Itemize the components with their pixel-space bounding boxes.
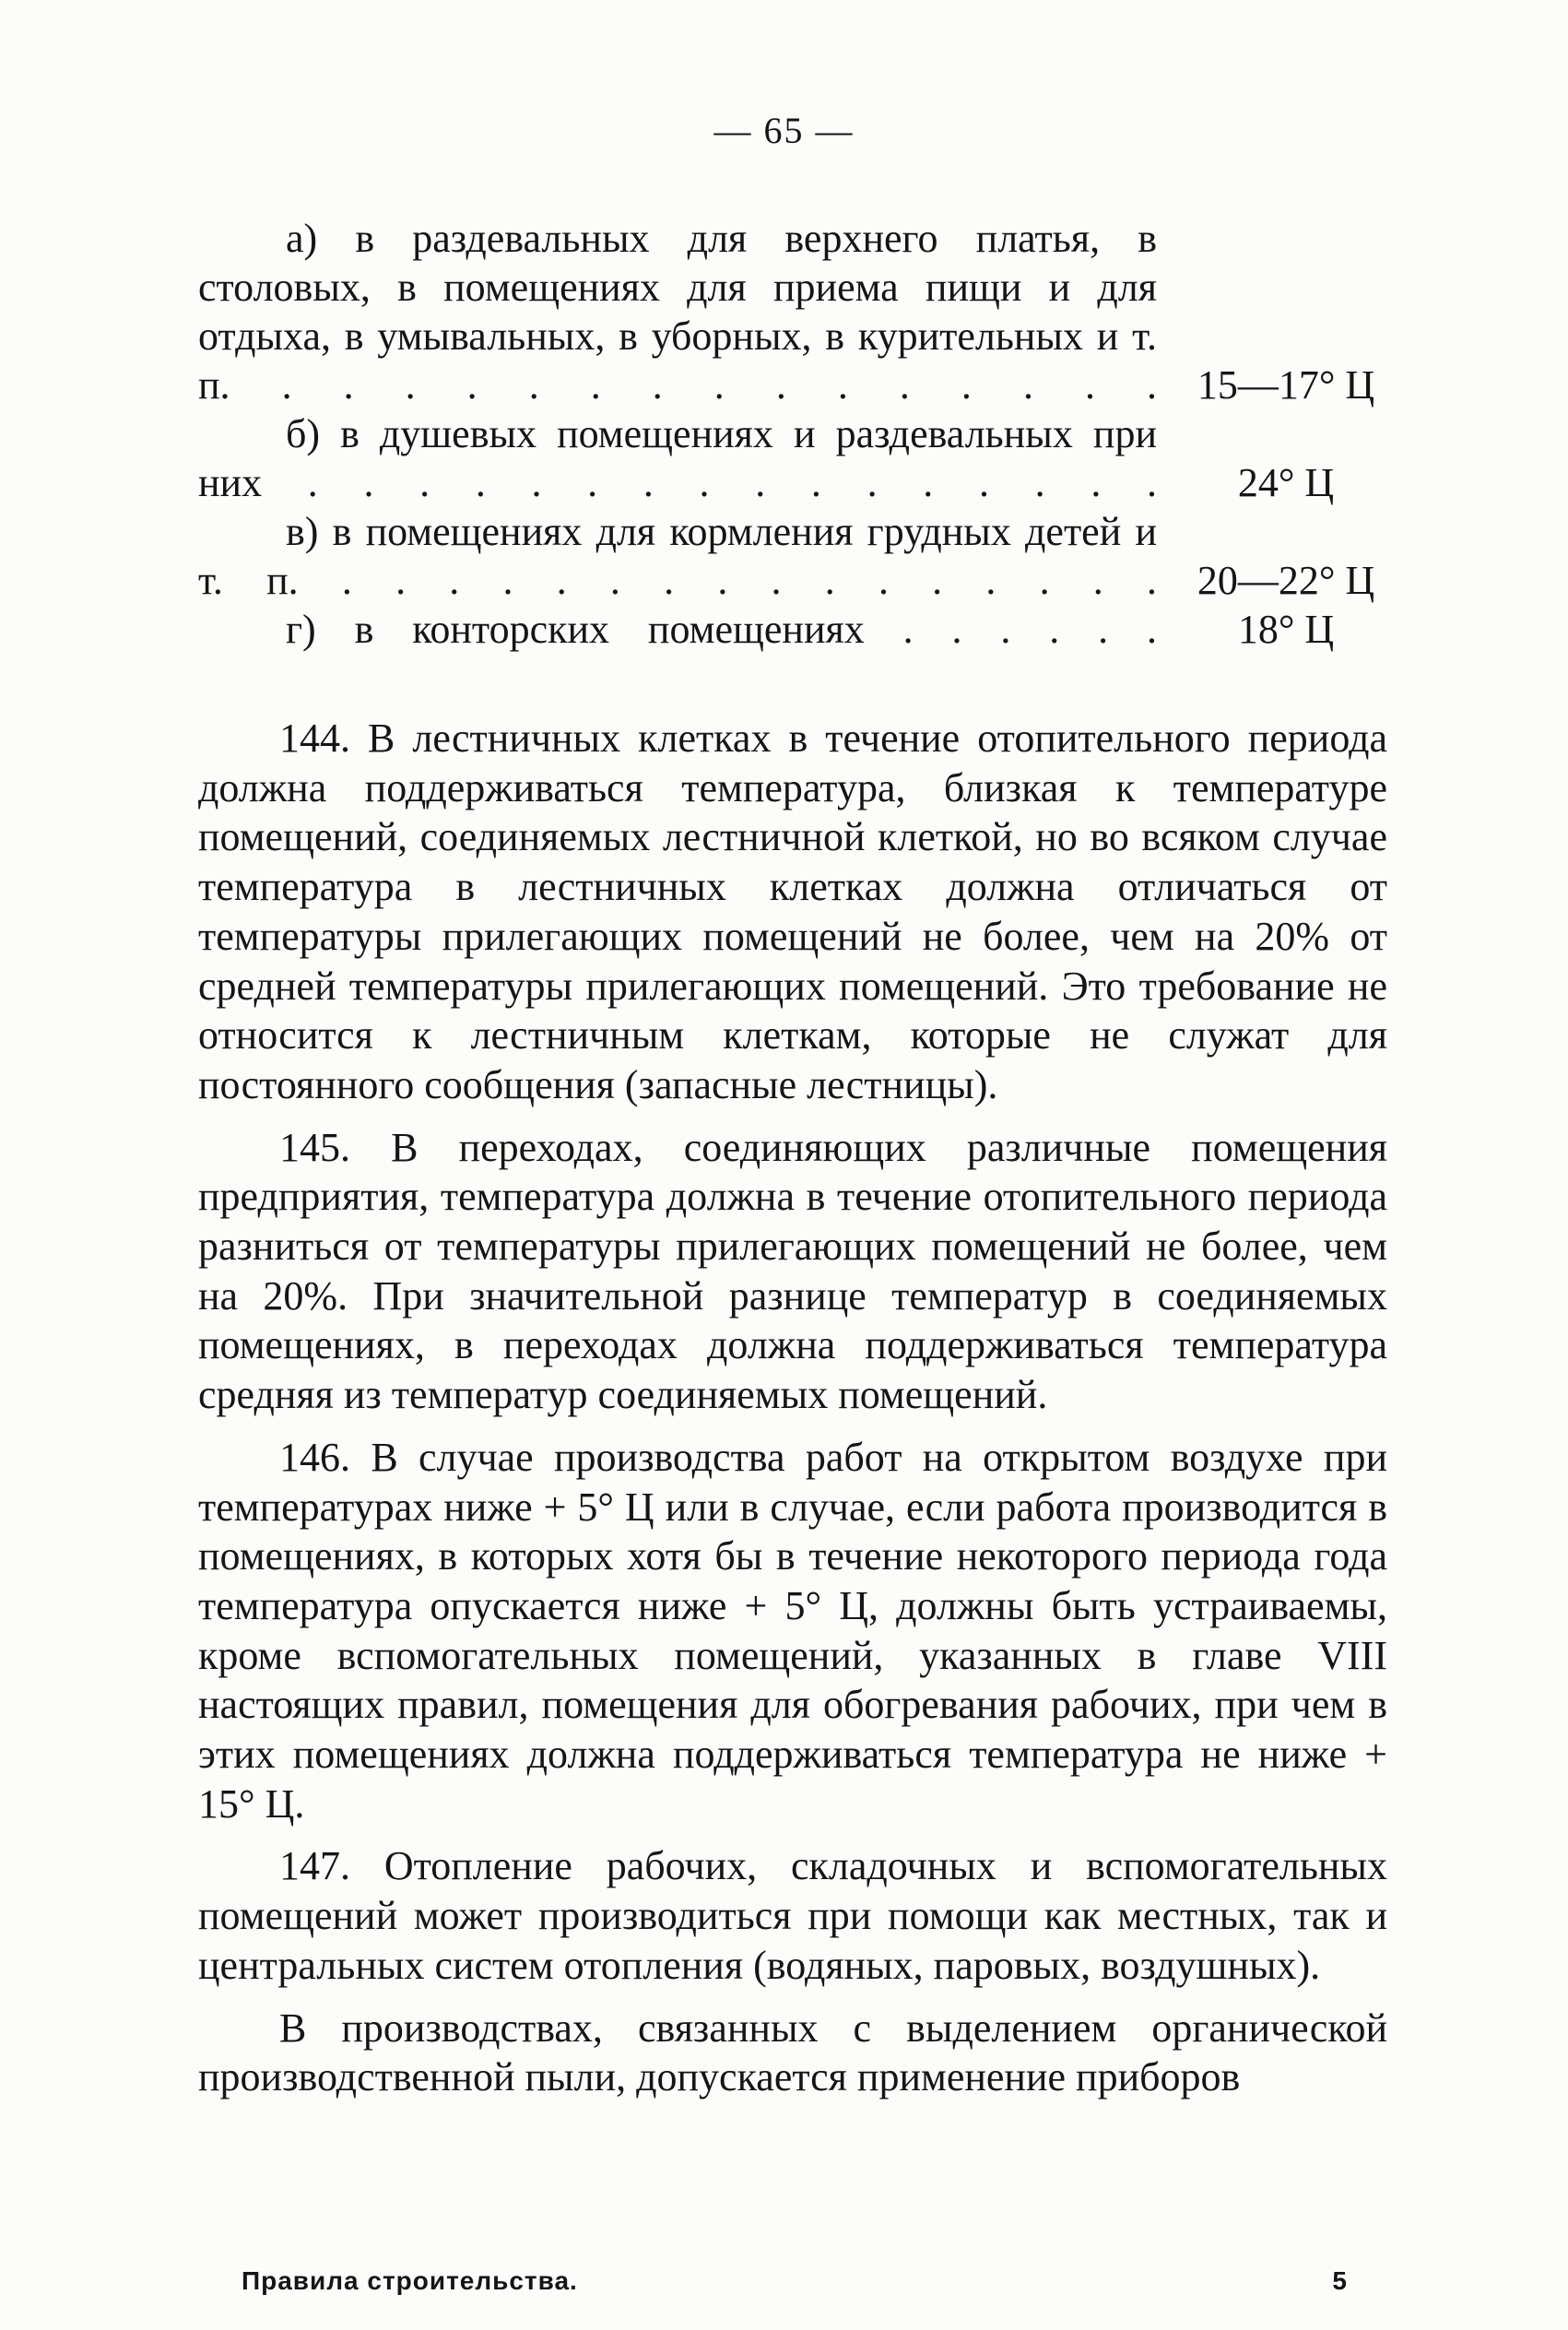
list-item-text: б) в душевых помещениях и раздевальных при них . . . . . . . . . . . . . . . .	[198, 411, 1157, 505]
paragraph-145: 145. В переходах, соединяющих различные помещения предприятия, температура должна в течение отопительного периода разниться от температуры прилегающих помещений не более, чем на 20%. При значительной разнице температур в соединяемых помещениях, в переходах должна поддерживаться температура средняя из температур соединяемых помещений.	[198, 1124, 1387, 1418]
temperature-list	[198, 214, 1387, 654]
footer-title: Правила строительства.	[242, 2266, 578, 2295]
list-item-text: а) в раздевальных для верхнего платья, в столовых, в помещениях для приема пищи и для отдыха, в умывальных, в уборных, в курительных и т. п. . . . . . . . . . . . . . . .	[198, 216, 1157, 408]
page-number: — 65 —	[713, 110, 855, 151]
list-item	[198, 214, 1387, 409]
paragraph-144: 144. В лестничных клетках в течение отопительного периода должна поддерживаться температура, близкая к температуре помещений, соединяемых лестничной клеткой, но во всяком случае температура в лестничных клетках должна отличаться от температуры прилегающих помещений не более, чем на 20% от средней температуры прилегающих помещений. Это требование не относится к лестничным клеткам, которые не служат для постоянного сообщения (запасные лестницы).	[198, 716, 1387, 1107]
page-footer	[242, 2266, 1348, 2296]
signature-mark: 5	[1332, 2266, 1348, 2295]
list-item-value: 15—17° Ц	[1197, 362, 1375, 408]
list-item	[198, 605, 1387, 654]
list-item	[198, 409, 1387, 507]
paragraph-146: 146. В случае производства работ на открытом воздухе при температурах ниже + 5° Ц или в случае, если работа производится в помещениях, в которых хотя бы в течение некоторого периода года температура опускается ниже + 5° Ц, должны быть устраиваемы, кроме вспомогательных помещений, указанных в главе VIII настоящих правил, помещения для обогревания рабочих, при чем в этих помещениях должна поддерживаться температура не ниже + 15° Ц.	[198, 1434, 1387, 1827]
list-item-value: 18° Ц	[1237, 607, 1335, 652]
list-item-text: в) в помещениях для кормления грудных детей и т. п. . . . . . . . . . . . . . . . .	[198, 509, 1157, 603]
list-item-value: 20—22° Ц	[1197, 558, 1375, 603]
list-item	[198, 507, 1387, 605]
list-item-text: г) в конторских помещениях . . . . . .	[286, 607, 1157, 652]
paragraph-147: 147. Отопление рабочих, складочных и вспомогательных помещений может производиться при помощи как местных, так и центральных систем отопления (водяных, паровых, воздушных).	[198, 1843, 1387, 1988]
paragraph-continuation: В производствах, связанных с выделением органической производственной пыли, допускается применение приборов	[198, 2005, 1387, 2100]
list-item-value: 24° Ц	[1237, 460, 1335, 505]
page-body	[198, 214, 1387, 2102]
